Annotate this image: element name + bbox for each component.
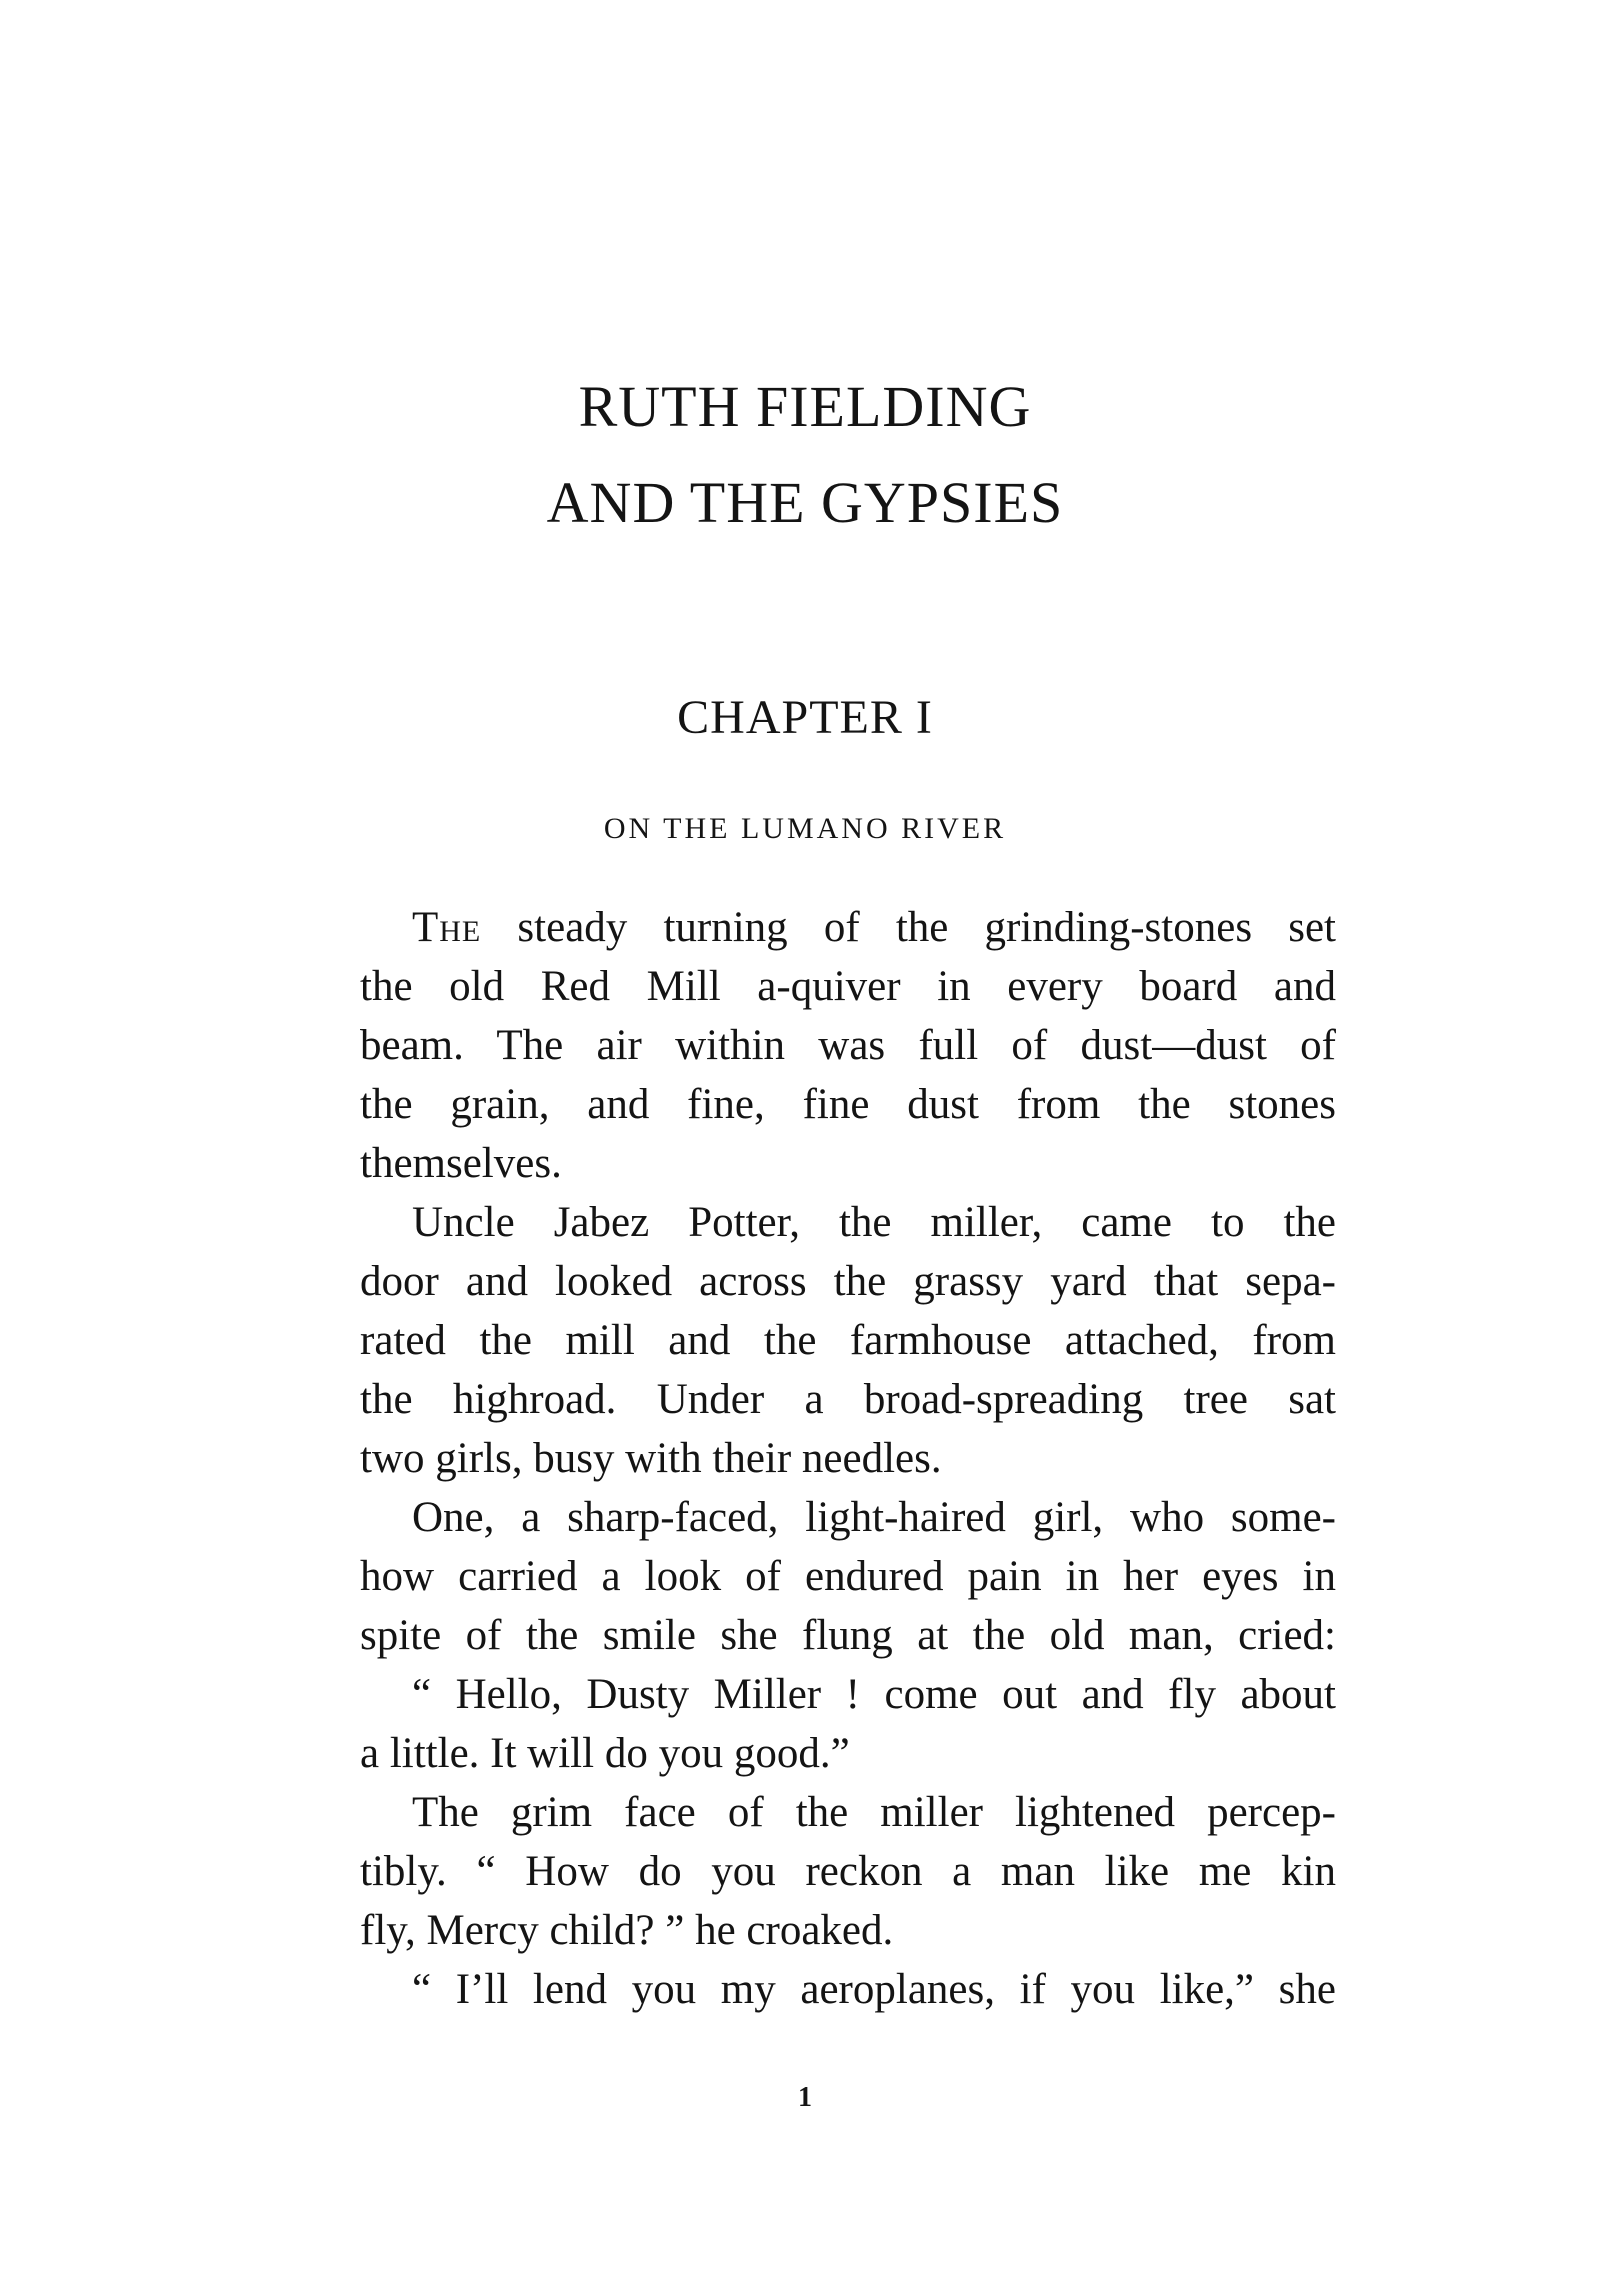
text-line: tibly. “ How do you reckon a man like me kin [360,1848,1336,1895]
text-line: rated the mill and the farmhouse attached, from [360,1317,1336,1364]
body-text [360,898,1336,2019]
text-line: the grain, and fine, fine dust from the stones [360,1081,1336,1128]
text-line: The grim face of the miller lightened percep- [412,1789,1336,1836]
text-line: The steady turning of the grinding-stones set [412,904,1336,951]
text-line: One, a sharp-faced, light-haired girl, who some- [412,1494,1336,1541]
text-line: door and looked across the grassy yard that sepa- [360,1258,1336,1305]
text-line: the old Red Mill a-quiver in every board and [360,963,1336,1010]
text-line: “ I’ll lend you my aeroplanes, if you like,” she [412,1966,1336,2013]
text-line: “ Hello, Dusty Miller ! come out and fly about [412,1671,1336,1718]
chapter-number: CHAPTER I [677,691,933,744]
text-line: two girls, busy with their needles. [360,1435,942,1482]
opening-word: The [412,904,482,951]
text-line: themselves. [360,1140,562,1187]
text-line: fly, Mercy child? ” he croaked. [360,1907,894,1954]
text-line: beam. The air within was full of dust—dust of [360,1022,1336,1069]
text-line: a little. It will do you good.” [360,1730,850,1777]
book-title-line-2: AND THE GYPSIES [546,470,1064,535]
page-number: 1 [798,2082,812,2113]
chapter-title: ON THE LUMANO RIVER [603,812,1007,845]
text-line: how carried a look of endured pain in her eyes in [360,1553,1336,1600]
text-line: the highroad. Under a broad-spreading tree sat [360,1376,1336,1423]
text-line: spite of the smile she flung at the old man, cried: [360,1612,1336,1659]
book-title-line-1: RUTH FIELDING [578,374,1032,439]
text-line: Uncle Jabez Potter, the miller, came to the [412,1199,1336,1246]
